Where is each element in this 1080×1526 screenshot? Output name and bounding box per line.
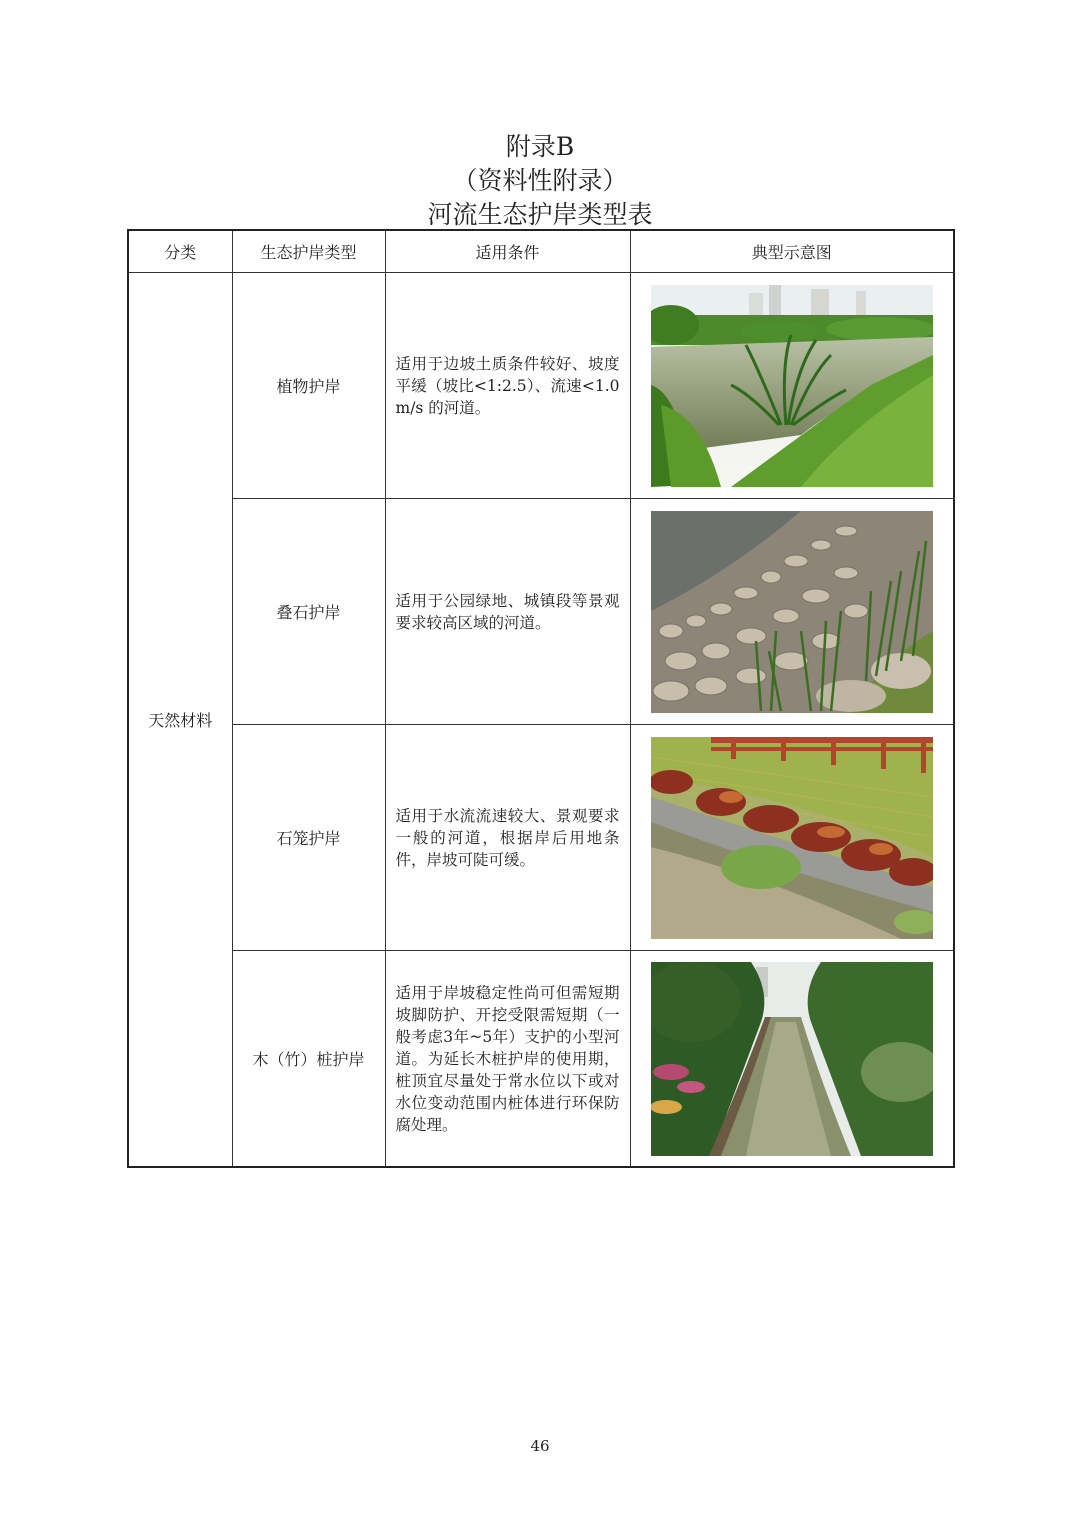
- column-header-category: 分类: [128, 230, 232, 273]
- revetment-type: 木（竹）桩护岸: [232, 951, 385, 1167]
- appendix-title: 附录B: [505, 132, 575, 161]
- plant-revetment-photo: [651, 285, 933, 487]
- revetment-type: 石笼护岸: [232, 725, 385, 951]
- revetment-type-table: [127, 229, 955, 1168]
- wood-pile-revetment-photo: [651, 962, 933, 1156]
- page-number: 46: [530, 1437, 550, 1455]
- example-image-cell: [630, 725, 954, 951]
- category-cell: 天然材料: [128, 273, 232, 1167]
- table-header-row: [128, 230, 954, 273]
- stacked-stone-revetment-photo: [651, 511, 933, 713]
- column-header-image: 典型示意图: [630, 230, 954, 273]
- applicable-condition: 适用于公园绿地、城镇段等景观要求较高区域的河道。: [385, 499, 630, 725]
- applicable-condition: 适用于水流流速较大、景观要求一般的河道，根据岸后用地条件，岸坡可陡可缓。: [385, 725, 630, 951]
- gabion-revetment-photo: [651, 737, 933, 939]
- revetment-type: 叠石护岸: [232, 499, 385, 725]
- applicable-condition: 适用于边坡土质条件较好、坡度平缓（坡比<1:2.5）、流速<1.0 m/s 的河道。: [385, 273, 630, 499]
- table-row: [128, 725, 954, 951]
- appendix-subtitle: （资料性附录）: [452, 166, 628, 195]
- table-row: [128, 273, 954, 499]
- table-row: [128, 499, 954, 725]
- example-image-cell: [630, 951, 954, 1167]
- revetment-type: 植物护岸: [232, 273, 385, 499]
- example-image-cell: [630, 499, 954, 725]
- column-header-type: 生态护岸类型: [232, 230, 385, 273]
- table-title: 河流生态护岸类型表: [427, 200, 653, 229]
- example-image-cell: [630, 273, 954, 499]
- column-header-condition: 适用条件: [385, 230, 630, 273]
- applicable-condition: 适用于岸坡稳定性尚可但需短期坡脚防护、开挖受限需短期（一般考虑3年~5年）支护的小型河道。为延长木桩护岸的使用期，桩顶宜尽量处于常水位以下或对水位变动范围内桩体进行环保防腐处理。: [385, 951, 630, 1167]
- table-row: [128, 951, 954, 1167]
